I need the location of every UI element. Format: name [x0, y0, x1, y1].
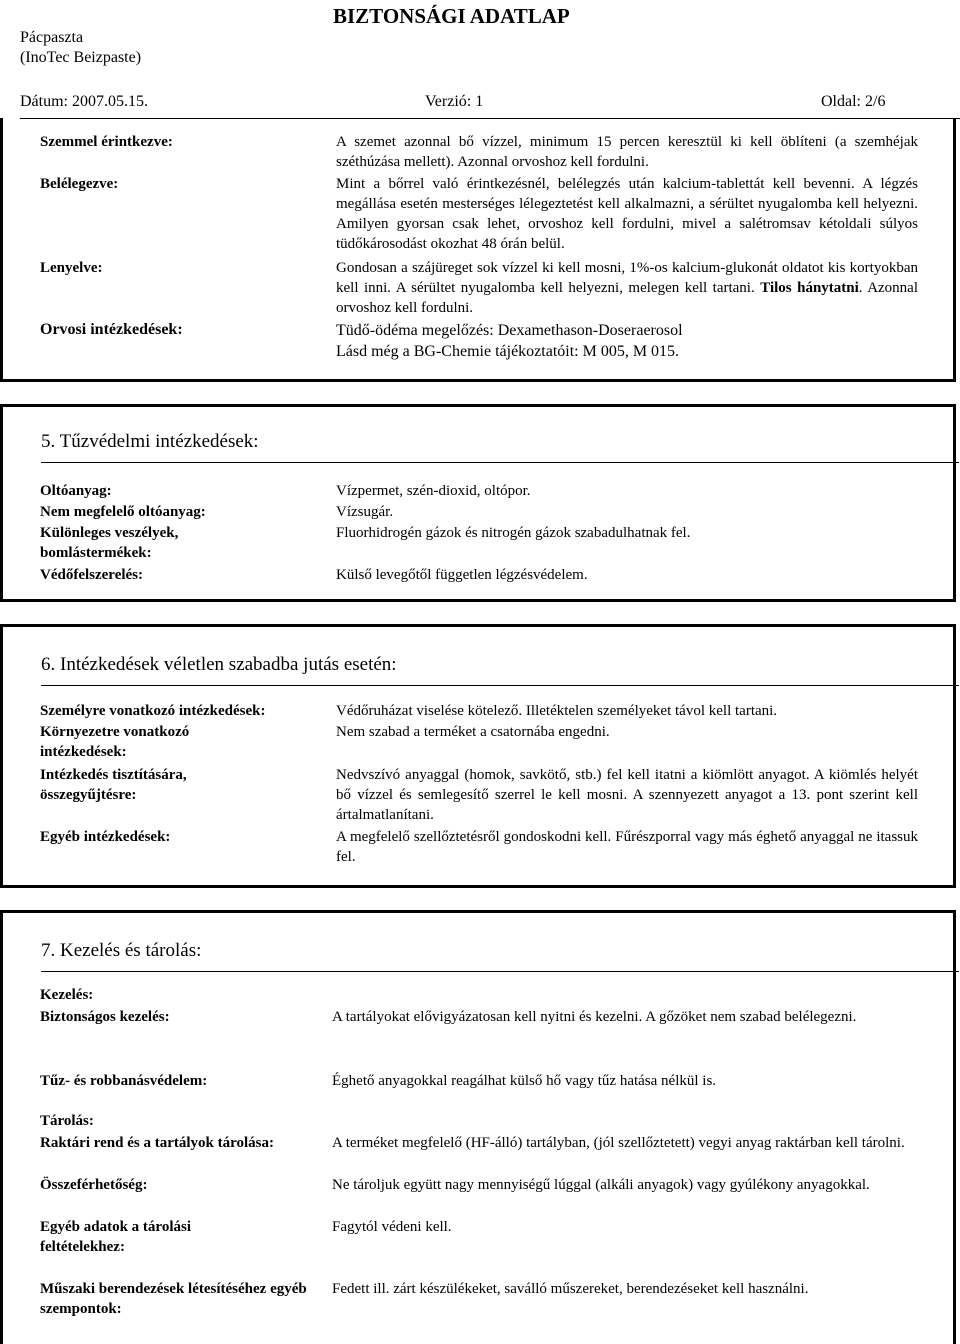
heading-storage: Tárolás: — [40, 1113, 94, 1129]
text-safe-handling: A tartályokat elővigyázatosan kell nyitni és kezelni. A gőzöket nem szabad belélegezni. — [332, 1009, 857, 1025]
label-cleanup-methods: Intézkedés tisztítására, összegyűjtésre: — [40, 767, 187, 803]
text-unsuitable-media: Vízsugár. — [336, 504, 394, 520]
text-cleanup-methods: Nedvszívó anyaggal (homok, savkötő, stb.) fel kell itatni a kiömlött anyagot. A kiömlés helyét bő vízzel és semlegesítő szerrel le kell mosni. A szennyezett anyagot a 13. pont szerint kell ártalmatlanítani. — [336, 767, 918, 823]
label-storage-other: Egyéb adatok a tárolási feltételekhez: — [40, 1219, 191, 1255]
label-other-measures: Egyéb intézkedések: — [40, 829, 171, 845]
label-personal-precautions: Személyre vonatkozó intézkedések: — [40, 703, 266, 719]
text-medical — [336, 320, 918, 362]
product-name-line1: Pácpaszta — [20, 29, 84, 46]
text-medical-line1: Tüdő-ödéma megelőzés: Dexamethason-Doseraerosol — [336, 322, 683, 339]
section-5-box — [0, 404, 956, 602]
text-ingestion-after: . Azonnal orvoshoz kell fordulni. — [336, 280, 919, 316]
section-6-rule — [41, 685, 959, 686]
text-ingestion-main: Gondosan a szájüreget sok vízzel ki kell mosni, 1%-os kalcium-glukonát oldatot kis kortyokban kell inni. A sérültet nyugalomba kell helyezni, melegen kell tartani. — [336, 260, 918, 296]
label-eye-contact: Szemmel érintkezve: — [40, 134, 173, 150]
text-special-hazards: Fluorhidrogén gázok és nitrogén gázok szabadulhatnak fel. — [336, 525, 691, 541]
document-version: Verzió: 1 — [425, 93, 484, 110]
heading-handling: Kezelés: — [40, 987, 94, 1003]
text-protective-equipment: Külső levegőtől független légzésvédelem. — [336, 567, 588, 583]
text-personal-precautions: Védőruházat viselése kötelező. Illetéktelen személyeket távol kell tartani. — [336, 703, 778, 719]
label-special-hazards: Különleges veszélyek, bomlástermékek: — [40, 525, 179, 561]
label-safe-handling: Biztonságos kezelés: — [40, 1009, 170, 1025]
text-storage-other: Fagytól védeni kell. — [332, 1219, 452, 1235]
section-7-rule — [41, 971, 959, 972]
text-ingestion — [336, 258, 918, 318]
section-6-title: 6. Intézkedések véletlen szabadba jutás esetén: — [41, 654, 397, 675]
label-fire-explosion: Tűz- és robbanásvédelem: — [40, 1073, 208, 1089]
page-number: Oldal: 2/6 — [821, 93, 886, 110]
section-6-box — [0, 624, 956, 888]
text-extinguishing-media: Vízpermet, szén-dioxid, oltópor. — [336, 483, 531, 499]
label-inhalation: Belélegezve: — [40, 176, 119, 192]
section-5-rule — [41, 462, 959, 463]
label-unsuitable-media: Nem megfelelő oltóanyag: — [40, 504, 206, 520]
label-environmental-precautions: Környezetre vonatkozó intézkedések: — [40, 724, 190, 760]
text-other-measures: A megfelelő szellőztetésről gondoskodni kell. Fűrészporral vagy más éghető anyaggal ne itassuk fel. — [336, 829, 918, 865]
product-name — [20, 28, 141, 68]
text-technical-equipment: Fedett ill. zárt készülékeket, saválló műszereket, berendezéseket kell használni. — [332, 1281, 809, 1297]
label-ingestion: Lenyelve: — [40, 260, 103, 276]
section-7-title: 7. Kezelés és tárolás: — [41, 940, 202, 961]
text-compatibility: Ne tároljuk együtt nagy mennyiségű lúggal (alkáli anyagok) vagy gyúlékony anyagokkal. — [332, 1177, 870, 1193]
label-extinguishing-media: Oltóanyag: — [40, 483, 112, 499]
text-eye-contact: A szemet azonnal bő vízzel, minimum 15 percen keresztül ki kell öblíteni (a szemhéjak széthúzása mellett). Azonnal orvoshoz kell fordulni. — [336, 134, 918, 170]
label-technical-equipment: Műszaki berendezések létesítéséhez egyéb szempontok: — [40, 1281, 307, 1317]
section-4-box — [0, 118, 956, 382]
text-fire-explosion: Éghető anyagokkal reagálhat külső hő vagy tűz hatása nélkül is. — [332, 1073, 717, 1089]
text-inhalation: Mint a bőrrel való érintkezésnél, belélegzés után kalcium-tablettát kell bevenni. A légzés megállása esetén mesterséges lélegeztetést kell alkalmazni, a sérültet nyugalomba kell helyezni. Amilyen gyorsan csak lehet, orvoshoz kell fordulni, mivel a salétromsav kétoldali súlyos tüdőkárosodást okozhat 48 órán belül. — [336, 176, 918, 252]
label-storage-requirements: Raktári rend és a tartályok tárolása: — [40, 1135, 275, 1151]
text-environmental-precautions: Nem szabad a terméket a csatornába engedni. — [336, 724, 610, 740]
label-medical: Orvosi intézkedések: — [40, 321, 183, 338]
section-5-title: 5. Tűzvédelmi intézkedések: — [41, 431, 259, 452]
document-title: BIZTONSÁGI ADATLAP — [333, 4, 570, 28]
label-protective-equipment: Védőfelszerelés: — [40, 567, 144, 583]
product-name-line2: (InoTec Beizpaste) — [20, 49, 142, 66]
section-7-box — [0, 910, 956, 1344]
text-storage-requirements: A terméket megfelelő (HF-álló) tartályban, (jól szellőztetett) vegyi anyag raktárban kell tárolni. — [332, 1135, 905, 1151]
label-compatibility: Összeférhetőség: — [40, 1177, 148, 1193]
text-medical-line2: Lásd még a BG-Chemie tájékoztatóit: M 005, M 015. — [336, 343, 680, 360]
text-ingestion-bold: Tilos hánytatni — [760, 280, 859, 296]
document-date: Dátum: 2007.05.15. — [20, 93, 148, 110]
